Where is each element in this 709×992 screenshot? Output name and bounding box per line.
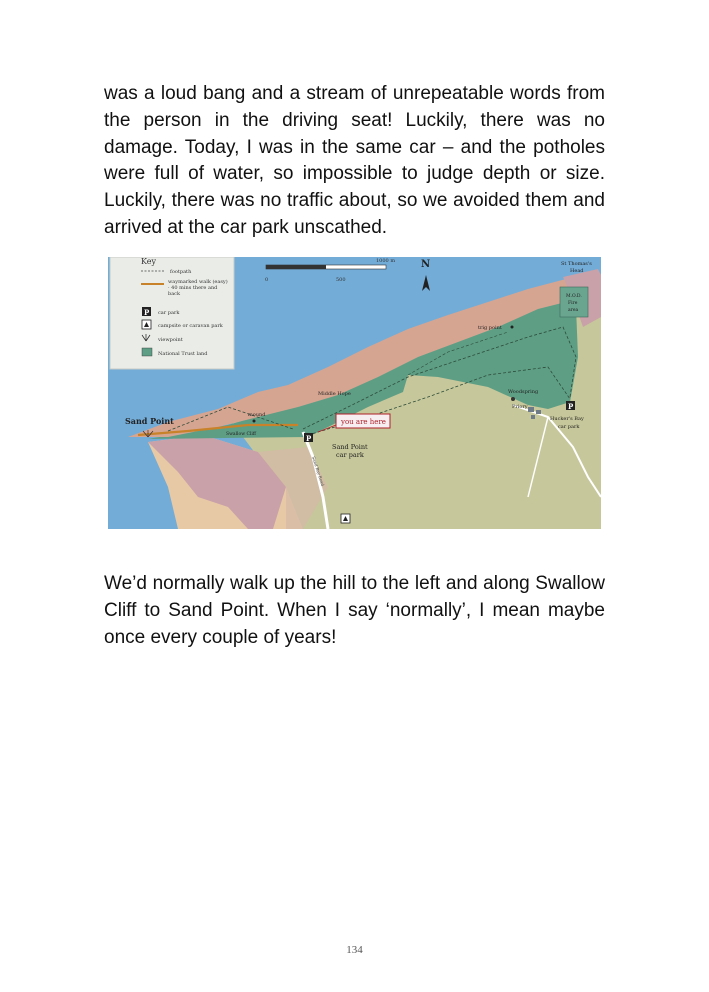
swallow-cliff-label: Swallow Cliff [226,432,257,437]
scale-end: 1000 m [376,258,396,264]
svg-text:P: P [568,402,574,411]
carpark-label-line2: car park [336,451,364,459]
key-item-walk: waymarked walk (easy) · 40 mins there and back [168,279,228,297]
sand-point-label: Sand Point [125,416,174,426]
body-paragraph: We’d normally walk up the hill to the left and along Swallow Cliff to Sand Point. When I say ‘normally’, I mean maybe once every couple of years! [104,573,605,648]
mound-marker [253,420,256,423]
svg-text:P: P [144,308,150,317]
trig-point-label: trig point [478,325,502,331]
mound-label: mound [248,412,266,418]
hucker-bay-label-2: car park [558,424,580,430]
you-are-here-label: you are here [341,418,386,426]
middle-hope-label: Middle Hope [318,391,351,397]
st-thomas-label-1: St Thomas's [561,261,592,267]
map-photo [108,257,601,529]
scale-mid: 500 [336,277,346,283]
key-item-campsite: campsite or caravan park [158,323,223,329]
scale-start: 0 [265,277,269,283]
svg-text:P: P [306,434,312,443]
hucker-bay-label-1: Hucker's Bay [550,416,584,422]
key-item-viewpoint: viewpoint [158,337,183,343]
woodspring-priory-label-1: Woodspring [508,389,539,395]
key-item-footpath: footpath [170,269,192,275]
woodspring-priory-label-2: Priory [512,404,528,410]
carpark-label-line1: Sand Point [332,443,368,451]
north-label: N [421,259,431,270]
key-title: Key [141,257,157,266]
scale-bar [266,265,386,269]
trig-point-marker [511,326,514,329]
woodspring-priory-marker [511,397,515,401]
sand-bay-road-label: Sand Bay Road [311,455,326,487]
mod-label-2: Fire [568,301,578,306]
body-paragraph: was a loud bang and a stream of unrepeatable words from the person in the driving seat! Luckily, there was no damage. Today, I was in the same car – and the potholes were full of water, so impossible to judge depth or size. Luckily, there was no traffic about, so we avoided them and arrived at the car park unscathed. [104,83,605,238]
national-trust-swatch-icon [142,348,152,356]
mod-label-3: area [568,308,579,313]
key-item-carpark: car park [158,310,180,316]
st-thomas-label-2: Head [570,268,584,274]
page-number: 134 [346,944,363,956]
map-key [110,257,234,369]
key-item-trust: National Trust land [158,351,208,357]
mod-label-1: M.O.D. [566,294,582,299]
